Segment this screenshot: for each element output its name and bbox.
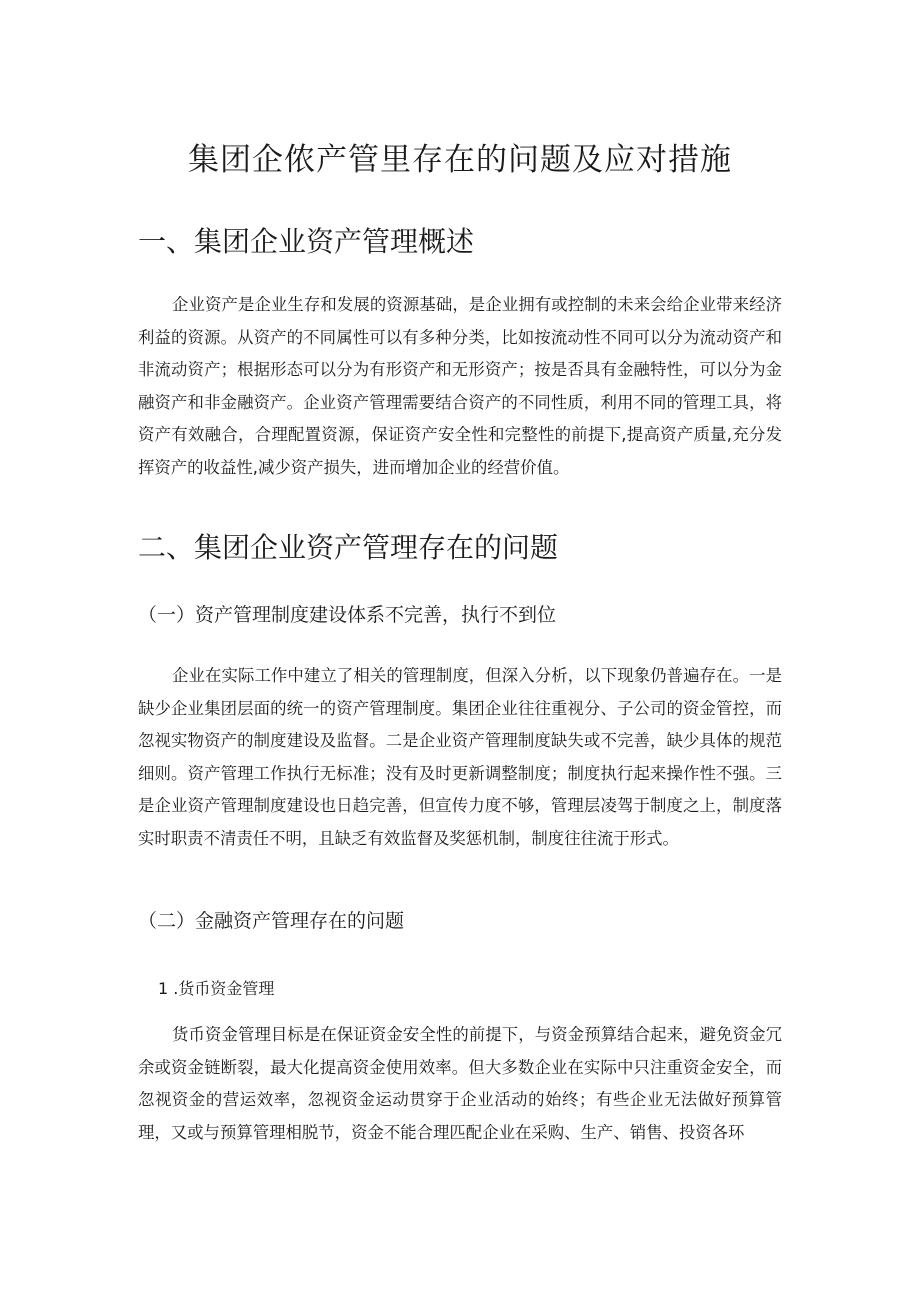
- section-heading-overview: 一、集团企业资产管理概述: [138, 225, 475, 258]
- paragraph-overview: 企业资产是企业生存和发展的资源基础，是企业拥有或控制的未来会给企业带来经济利益的资源。从资产的不同属性可以有多种分类，比如按流动性不同可以分为流动资产和非流动资产；根据形态可以分为有形资产和无形资产；按是否具有金融特性，可以分为金融资产和非金融资产。企业资产管理需要结合资产的不同性质，利用不同的管理工具，将资产有效融合，合理配置资源，保证资产安全性和完整性的前提下,提高资产质量,充分发挥资产的收益性,减少资产损失，进而增加企业的经营价值。: [138, 295, 782, 477]
- paragraph-system: 企业在实际工作中建立了相关的管理制度，但深入分析，以下现象仍普遍存在。一是缺少企业集团层面的统一的资产管理制度。集团企业往往重视分、子公司的资金管控，而忽视实物资产的制度建设及监督。二是企业资产管理制度缺失或不完善，缺少具体的规范细则。资产管理工作执行无标准；没有及时更新调整制度；制度执行起来操作性不强。三是企业资产管理制度建设也日趋完善，但宣传力度不够，管理层凌驾于制度之上，制度落实时职责不清责任不明，且缺乏有效监督及奖惩机制，制度往往流于形式。: [138, 666, 782, 848]
- subsection-heading-system: （一）资产管理制度建设体系不完善，执行不到位: [138, 604, 557, 626]
- item-heading-cash-management: 1 .货币资金管理: [158, 979, 275, 998]
- paragraph-cash-management: 货币资金管理目标是在保证资金安全性的前提下，与资金预算结合起来，避免资金冗余或资金链断裂，最大化提高资金使用效率。但大多数企业在实际中只注重资金安全，而忽视资金的营运效率，忽视资金运动贯穿于企业活动的始终；有些企业无法做好预算管理，又或与预算管理相脱节，资金不能合理匹配企业在采购、生产、销售、投资各环: [138, 1025, 782, 1142]
- section-heading-problems: 二、集团企业资产管理存在的问题: [138, 531, 559, 564]
- document-title: 集团企侬产管里存在的问题及应对措施: [188, 142, 732, 178]
- subsection-heading-financial-assets: （二）金融资产管理存在的问题: [138, 910, 405, 932]
